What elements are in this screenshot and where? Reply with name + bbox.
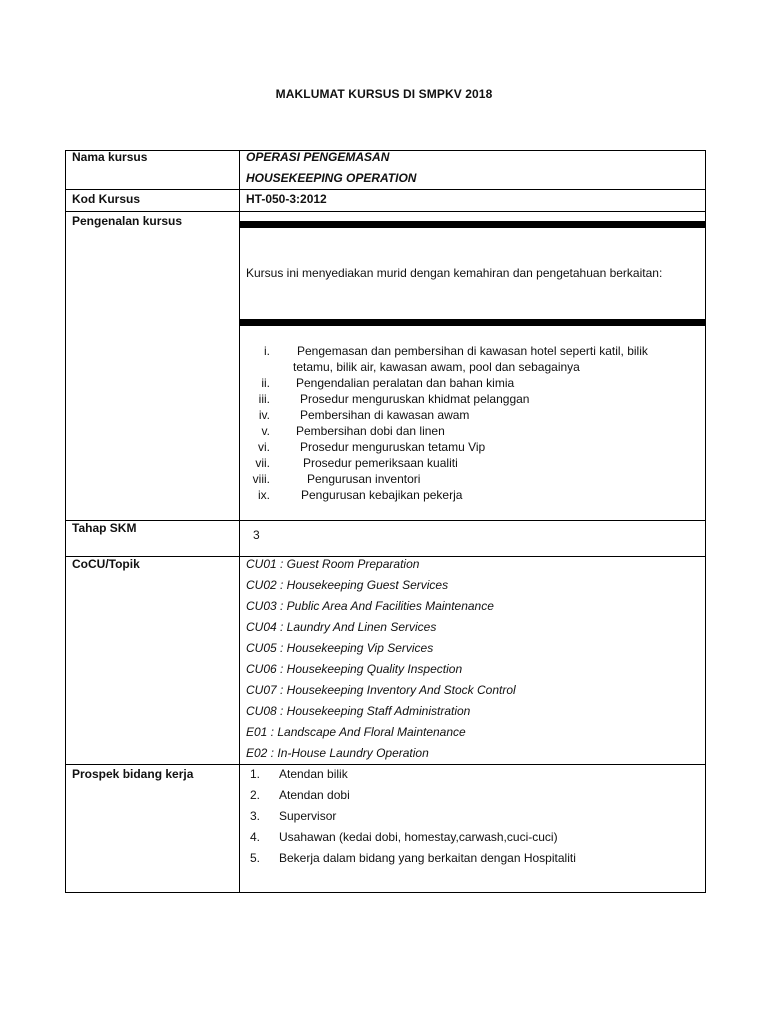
column-divider [239,150,240,893]
career-number: 4. [250,830,261,844]
cocu-item: CU08 : Housekeeping Staff Administration [246,704,471,718]
course-name-malay: OPERASI PENGEMASAN [246,150,390,164]
row-divider-1 [65,189,706,190]
course-intro-text: Kursus ini menyediakan murid dengan kemahiran dan pengetahuan berkaitan: [246,266,663,280]
career-number: 1. [250,767,261,781]
list-number: vii. [255,456,270,470]
black-bar-top [240,221,706,228]
row-divider-3 [65,520,706,521]
list-item: Pengendalian peralatan dan bahan kimia [296,376,515,390]
cocu-item: CU05 : Housekeeping Vip Services [246,641,434,655]
cocu-item: E02 : In-House Laundry Operation [246,746,429,760]
list-item: Pembersihan dobi dan linen [296,424,445,438]
career-item: Atendan dobi [279,788,350,802]
document-title: MAKLUMAT KURSUS DI SMPKV 2018 [275,87,493,101]
list-number: viii. [252,472,270,486]
list-number: ii. [261,376,270,390]
label-nama-kursus: Nama kursus [72,150,148,164]
cocu-item: E01 : Landscape And Floral Maintenance [246,725,466,739]
career-item: Supervisor [279,809,337,823]
career-item: Usahawan (kedai dobi, homestay,carwash,cuci-cuci) [279,830,558,844]
label-tahap-skm: Tahap SKM [72,521,137,535]
list-number: vi. [258,440,270,454]
row-divider-2 [65,211,706,212]
cocu-item: CU04 : Laundry And Linen Services [246,620,437,634]
career-number: 2. [250,788,261,802]
list-item: Pengurusan kebajikan pekerja [301,488,463,502]
list-item: Prosedur pemeriksaan kualiti [303,456,458,470]
cocu-item: CU02 : Housekeeping Guest Services [246,578,449,592]
course-code: HT-050-3:2012 [246,192,327,206]
cocu-item: CU06 : Housekeeping Quality Inspection [246,662,463,676]
label-prospek-bidang-kerja: Prospek bidang kerja [72,767,194,781]
list-number: iv. [258,408,270,422]
list-item: Pengemasan dan pembersihan di kawasan hotel seperti katil, bilik [297,344,648,358]
list-number: ix. [258,488,270,502]
career-number: 3. [250,809,261,823]
list-number: i. [264,344,270,358]
label-kod-kursus: Kod Kursus [72,192,141,206]
list-item: Pembersihan di kawasan awam [300,408,470,422]
list-item: Pengurusan inventori [307,472,421,486]
career-item: Bekerja dalam bidang yang berkaitan dengan Hospitaliti [279,851,576,865]
course-name-english: HOUSEKEEPING OPERATION [246,171,417,185]
list-number: iii. [258,392,270,406]
list-item-continuation: tetamu, bilik air, kawasan awam, pool dan sebagainya [293,360,580,374]
label-pengenalan-kursus: Pengenalan kursus [72,214,183,228]
row-divider-5 [65,764,706,765]
skm-level-value: 3 [253,528,260,542]
list-item: Prosedur menguruskan tetamu Vip [300,440,486,454]
career-item: Atendan bilik [279,767,348,781]
cocu-item: CU01 : Guest Room Preparation [246,557,420,571]
cocu-item: CU03 : Public Area And Facilities Maintenance [246,599,494,613]
list-number: v. [261,424,270,438]
career-number: 5. [250,851,261,865]
black-bar-bottom [240,319,706,326]
label-cocu-topik: CoCU/Topik [72,557,140,571]
course-info-table [65,150,706,893]
list-item: Prosedur menguruskan khidmat pelanggan [300,392,530,406]
cocu-item: CU07 : Housekeeping Inventory And Stock Control [246,683,516,697]
